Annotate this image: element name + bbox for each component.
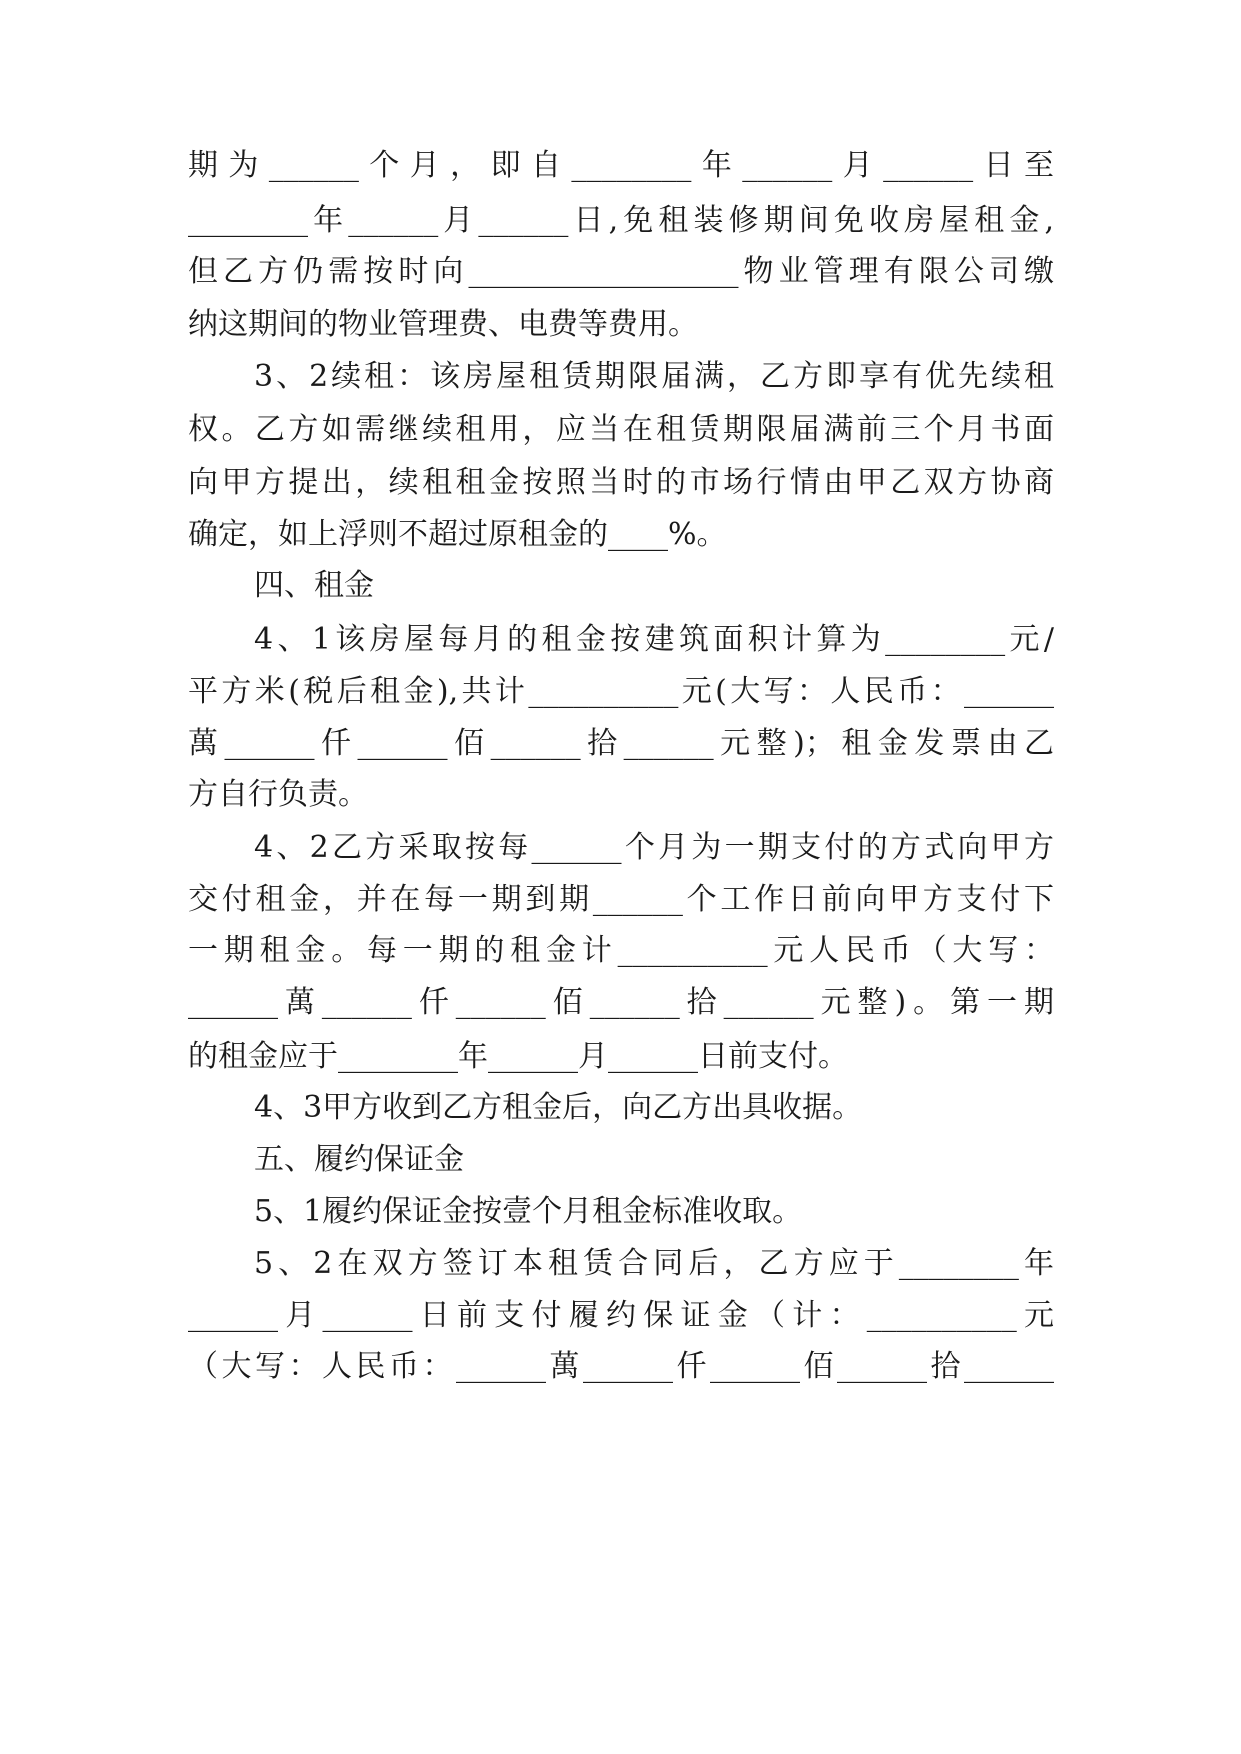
text-line: 5、1履约保证金按壹个月租金标准收取。 <box>254 1194 803 1229</box>
text-line: 五、履约保证金 <box>254 1142 464 1177</box>
text-line: 5、2在双方签订本租赁合同后，乙方应于________年 <box>254 1246 1054 1281</box>
text-line: 纳这期间的物业管理费、电费等费用。 <box>188 307 698 342</box>
text-line: 萬______仟______佰______拾______元整)；租金发票由乙 <box>188 726 1054 761</box>
text-line: ______萬______仟______佰______拾______元整)。第一期 <box>188 985 1054 1020</box>
text-line: 一期租金。每一期的租金计__________元人民币（大写： <box>188 933 1054 968</box>
text-line: 但乙方仍需按时向__________________物业管理有限公司缴 <box>188 254 1054 289</box>
text-line: 确定，如上浮则不超过原租金的____%。 <box>188 517 727 552</box>
text-line: 向甲方提出，续租租金按照当时的市场行情由甲乙双方协商 <box>188 465 1054 500</box>
text-line: （大写：人民币：______萬______仟______佰______拾______ <box>188 1349 1054 1384</box>
text-line: 权。乙方如需继续租用，应当在租赁期限届满前三个月书面 <box>188 412 1054 447</box>
text-line: 方自行负责。 <box>188 777 368 812</box>
text-line: 3、2续租：该房屋租赁期限届满，乙方即享有优先续租 <box>254 359 1054 394</box>
text-line: ______月______日前支付履约保证金（计：__________元 <box>188 1298 1054 1333</box>
text-line: 的租金应于________年______月______日前支付。 <box>188 1039 848 1074</box>
text-line: 期为______个月，即自________年______月______日至 <box>188 148 1054 183</box>
text-line: 交付租金，并在每一期到期______个工作日前向甲方支付下 <box>188 882 1054 917</box>
text-line: 4、2乙方采取按每______个月为一期支付的方式向甲方 <box>254 830 1054 865</box>
text-line: ________年______月______日,免租装修期间免收房屋租金, <box>188 203 1054 238</box>
text-line: 平方米(税后租金),共计__________元(大写：人民币：______ <box>188 674 1054 709</box>
text-line: 4、3甲方收到乙方租金后，向乙方出具收据。 <box>254 1090 863 1125</box>
text-line: 四、租金 <box>254 568 374 603</box>
text-line: 4、1该房屋每月的租金按建筑面积计算为________元/ <box>254 622 1054 657</box>
